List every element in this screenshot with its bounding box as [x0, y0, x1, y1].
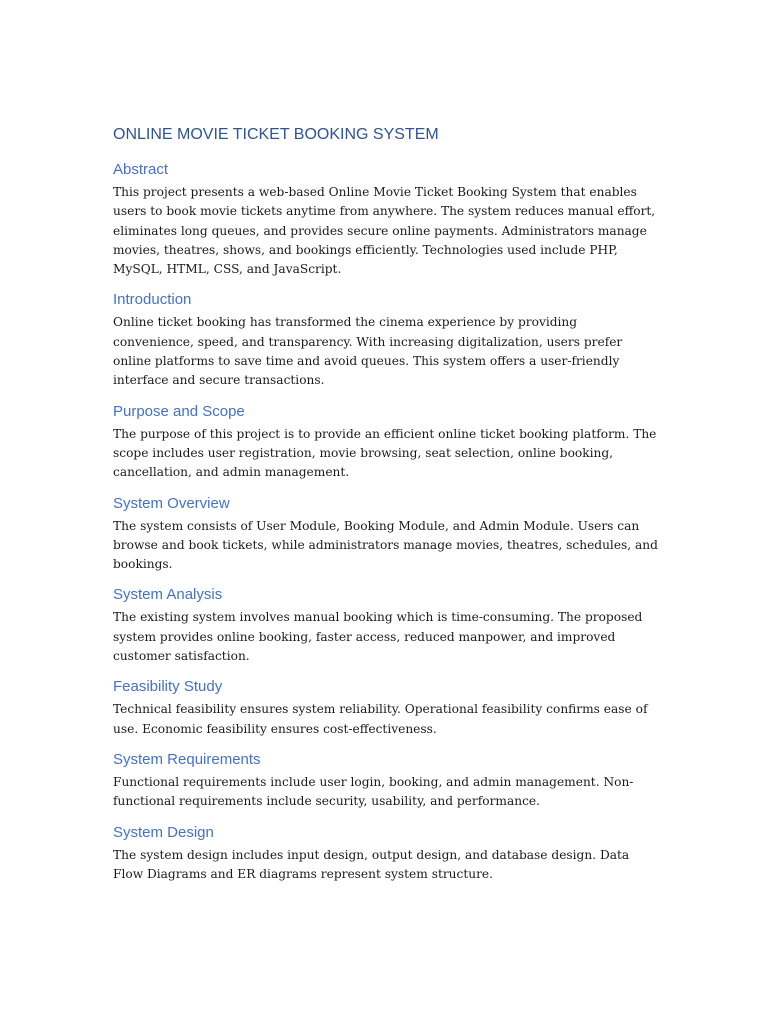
section-introduction: [113, 290, 658, 390]
section-paragraph: Technical feasibility ensures system reliability. Operational feasibility confirms ease of use. Economic feasibility ensures cost-effectiveness.: [113, 702, 648, 736]
section-heading: System Analysis: [113, 586, 223, 604]
section-system-analysis: [113, 585, 658, 666]
section-feasibility-study: [113, 677, 658, 739]
section-paragraph: The existing system involves manual booking which is time-consuming. The proposed system provides online booking, faster access, reduced manpower, and improved customer satisfaction.: [113, 610, 643, 664]
section-abstract: [113, 160, 658, 279]
section-paragraph: The system design includes input design, output design, and database design. Data Flow Diagrams and ER diagrams represent system structure.: [113, 847, 630, 881]
section-purpose-and-scope: [113, 402, 658, 483]
section-system-design: [113, 823, 658, 885]
section-heading: Purpose and Scope: [113, 402, 245, 420]
section-paragraph: The system consists of User Module, Booking Module, and Admin Module. Users can browse and book tickets, while administrators manage movies, theatres, schedules, and bookings.: [113, 518, 658, 572]
section-heading: Abstract: [113, 161, 169, 178]
section-heading: System Design: [113, 823, 214, 841]
section-heading: Feasibility Study: [113, 678, 223, 696]
section-heading: Introduction: [113, 291, 192, 309]
section-paragraph: This project presents a web-based Online Movie Ticket Booking System that enables users to book movie tickets anytime from anywhere. The system reduces manual effort, eliminates long queues, and provides secure online payments. Administrators manage movies, theatres, shows, and bookings efficiently. Technologies used include PHP, MySQL, HTML, CSS, and JavaScript.: [113, 185, 656, 277]
document-content: [113, 124, 658, 895]
document-title: ONLINE MOVIE TICKET BOOKING SYSTEM: [113, 126, 439, 143]
section-system-requirements: [113, 750, 658, 812]
section-paragraph: The purpose of this project is to provide an efficient online ticket booking platform. The scope includes user registration, movie browsing, seat selection, online booking, cancellation, and admin management.: [113, 426, 657, 480]
section-heading: System Overview: [113, 494, 230, 512]
section-system-overview: [113, 494, 658, 575]
section-paragraph: Functional requirements include user login, booking, and admin management. Non-functional requirements include security, usability, and performance.: [113, 774, 634, 809]
section-paragraph: Online ticket booking has transformed the cinema experience by providing convenience, speed, and transparency. With increasing digitalization, users prefer online platforms to save time and avoid queues. This system offers a user-friendly interface and secure transactions.: [113, 315, 623, 388]
section-heading: System Requirements: [113, 750, 261, 768]
